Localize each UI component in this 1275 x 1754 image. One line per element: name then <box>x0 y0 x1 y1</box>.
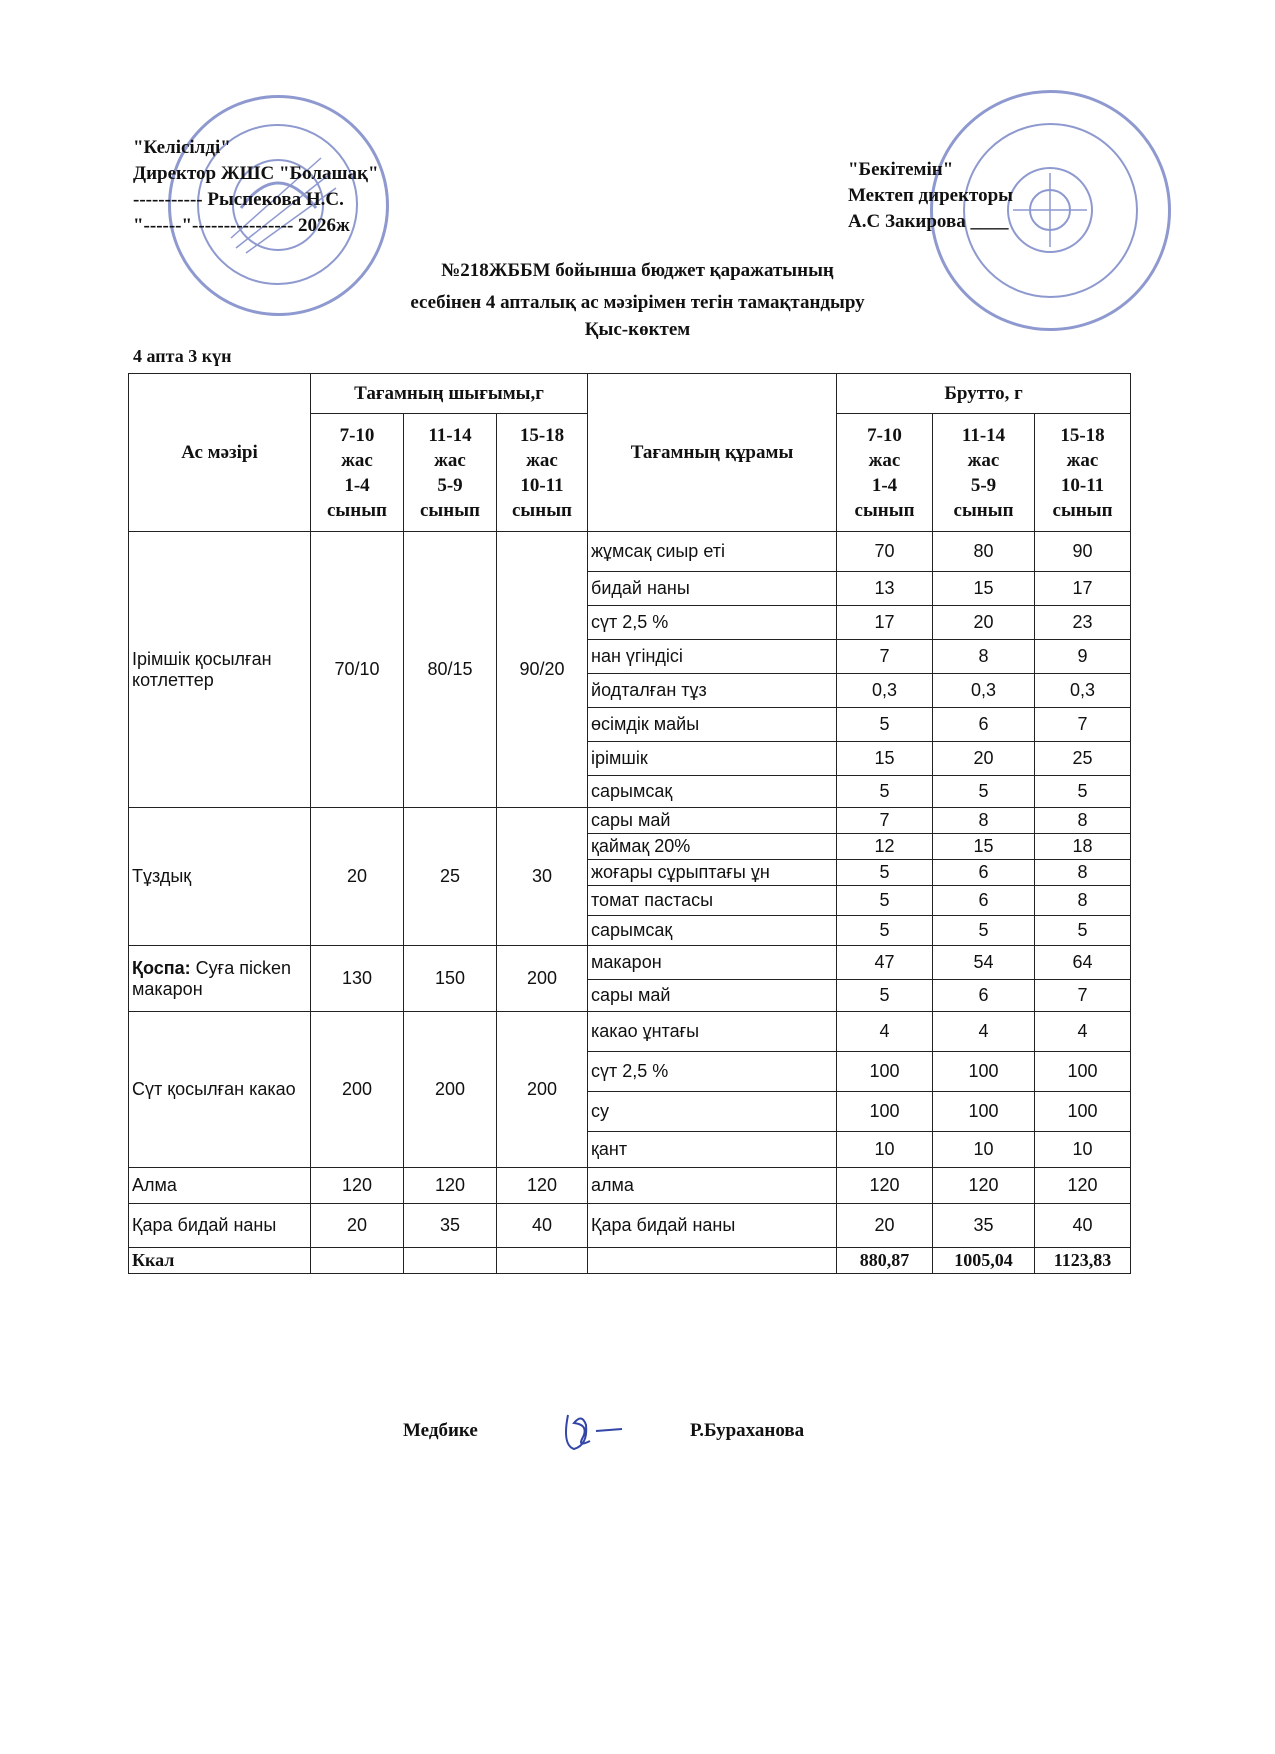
footer-role: Медбике <box>403 1420 478 1441</box>
ingredient-name: қант <box>588 1132 837 1168</box>
age-unit: жас <box>967 449 1000 471</box>
dish-output: 200 <box>497 1012 588 1168</box>
ingredient-name: йодталған тұз <box>588 674 837 708</box>
document-title-line3: Қыс-көктем <box>584 319 691 340</box>
ingredient-brutto: 0,3 <box>1035 674 1131 708</box>
ingredient-brutto: 64 <box>1035 946 1131 980</box>
ingredient-brutto: 8 <box>933 640 1035 674</box>
kcal-empty-cell <box>588 1248 837 1274</box>
ingredient-name: өсімдік майы <box>588 708 837 742</box>
ingredient-brutto: 15 <box>837 742 933 776</box>
menu-table <box>128 373 1131 1274</box>
dish-output: 200 <box>497 946 588 1012</box>
ingredient-brutto: 20 <box>933 742 1035 776</box>
header-menu: Ас мәзірі <box>129 374 311 532</box>
table-row <box>129 946 1131 980</box>
ingredient-name: сарымсақ <box>588 916 837 946</box>
ingredient-name: какао ұнтағы <box>588 1012 837 1052</box>
dish-output: 35 <box>404 1204 497 1248</box>
ingredient-brutto: 70 <box>837 532 933 572</box>
age-age: 15-18 <box>519 424 565 446</box>
footer-name: Р.Бураханова <box>690 1420 805 1441</box>
ingredient-brutto: 13 <box>837 572 933 606</box>
ingredient-brutto: 15 <box>933 834 1035 860</box>
dish-output: 150 <box>404 946 497 1012</box>
ingredient-brutto: 17 <box>837 606 933 640</box>
approval-block-right <box>848 157 1013 235</box>
header-brutto-age-1 <box>933 414 1035 532</box>
ingredient-name: нан үгіндісі <box>588 640 837 674</box>
ingredient-brutto: 120 <box>933 1168 1035 1204</box>
dish-name <box>129 946 311 1012</box>
table-row <box>129 532 1131 572</box>
header-output-age-0 <box>311 414 404 532</box>
dish-output: 200 <box>404 1012 497 1168</box>
ingredient-brutto: 100 <box>1035 1092 1131 1132</box>
ingredient-name: жоғары сұрыптағы ұн <box>588 860 837 886</box>
ingredient-name: жұмсақ сиыр еті <box>588 532 837 572</box>
age-unit: жас <box>434 449 466 471</box>
ingredient-brutto: 4 <box>933 1012 1035 1052</box>
table-row <box>129 1168 1131 1204</box>
ingredient-brutto: 7 <box>837 808 933 834</box>
dish-output: 25 <box>404 808 497 946</box>
header-output-age-1 <box>404 414 497 532</box>
approval-right-line3: А.С Закирова ____ <box>848 211 1009 232</box>
ingredient-name: сары май <box>588 808 837 834</box>
ingredient-brutto: 5 <box>933 916 1035 946</box>
approval-left-line2: Директор ЖШС "Болашақ" <box>133 163 379 184</box>
ingredient-brutto: 17 <box>1035 572 1131 606</box>
day-label: 4 апта 3 күн <box>133 346 232 366</box>
ingredient-name: сарымсақ <box>588 776 837 808</box>
ingredient-brutto: 100 <box>933 1092 1035 1132</box>
dish-output: 80/15 <box>404 532 497 808</box>
ingredient-brutto: 4 <box>837 1012 933 1052</box>
dish-name-text: Алма <box>132 1175 177 1195</box>
ingredient-brutto: 40 <box>1035 1204 1131 1248</box>
dish-name-text: Ірімшік қосылған котлеттер <box>132 648 272 690</box>
ingredient-name: бидай наны <box>588 572 837 606</box>
ingredient-brutto: 0,3 <box>933 674 1035 708</box>
age-suffix: сынып <box>512 499 572 521</box>
ingredient-brutto: 8 <box>1035 886 1131 916</box>
ingredient-name: макарон <box>588 946 837 980</box>
ingredient-brutto: 8 <box>1035 808 1131 834</box>
kcal-empty-cell <box>497 1248 588 1274</box>
dish-output: 120 <box>497 1168 588 1204</box>
dish-name-prefix: Қоспа: <box>132 957 191 978</box>
age-grade: 5-9 <box>437 474 463 496</box>
approval-block-left <box>133 135 379 239</box>
ingredient-name: сүт 2,5 % <box>588 606 837 640</box>
age-age: 11-14 <box>428 424 472 446</box>
ingredient-brutto: 20 <box>837 1204 933 1248</box>
nurse-signature <box>560 1405 630 1455</box>
age-suffix: сынып <box>327 499 387 521</box>
age-grade: 10-11 <box>520 474 564 496</box>
dish-output: 40 <box>497 1204 588 1248</box>
ingredient-brutto: 100 <box>837 1052 933 1092</box>
ingredient-brutto: 25 <box>1035 742 1131 776</box>
dish-name <box>129 532 311 808</box>
dish-output: 120 <box>404 1168 497 1204</box>
ingredient-brutto: 35 <box>933 1204 1035 1248</box>
header-brutto-age-0 <box>837 414 933 532</box>
ingredient-brutto: 8 <box>1035 860 1131 886</box>
table-row <box>129 1012 1131 1052</box>
dish-name <box>129 808 311 946</box>
ingredient-brutto: 9 <box>1035 640 1131 674</box>
header-output: Тағамның шығымы,г <box>311 374 588 414</box>
age-unit: жас <box>868 449 901 471</box>
dish-output: 200 <box>311 1012 404 1168</box>
age-age: 15-18 <box>1060 424 1105 446</box>
dish-output: 130 <box>311 946 404 1012</box>
age-suffix: сынып <box>953 499 1014 521</box>
ingredient-name: Қара бидай наны <box>588 1204 837 1248</box>
header-composition: Тағамның құрамы <box>588 374 837 532</box>
ingredient-name: су <box>588 1092 837 1132</box>
ingredient-brutto: 4 <box>1035 1012 1131 1052</box>
ingredient-brutto: 5 <box>837 708 933 742</box>
dish-name-text: Тұздық <box>132 866 192 886</box>
ingredient-brutto: 54 <box>933 946 1035 980</box>
header-brutto-age-2 <box>1035 414 1131 532</box>
ingredient-brutto: 5 <box>1035 916 1131 946</box>
dish-output: 90/20 <box>497 532 588 808</box>
ingredient-brutto: 7 <box>1035 708 1131 742</box>
age-suffix: сынып <box>420 499 480 521</box>
ingredient-brutto: 5 <box>837 980 933 1012</box>
dish-output: 70/10 <box>311 532 404 808</box>
ingredient-brutto: 100 <box>837 1092 933 1132</box>
ingredient-name: томат пастасы <box>588 886 837 916</box>
age-unit: жас <box>526 449 558 471</box>
ingredient-brutto: 20 <box>933 606 1035 640</box>
ingredient-brutto: 6 <box>933 860 1035 886</box>
ingredient-name: ірімшік <box>588 742 837 776</box>
approval-right-line1: "Бекітемін" <box>848 159 954 180</box>
ingredient-brutto: 10 <box>837 1132 933 1168</box>
kcal-empty-cell <box>404 1248 497 1274</box>
ingredient-brutto: 7 <box>1035 980 1131 1012</box>
dish-output: 20 <box>311 808 404 946</box>
dish-output: 120 <box>311 1168 404 1204</box>
age-unit: жас <box>341 449 373 471</box>
ingredient-brutto: 18 <box>1035 834 1131 860</box>
dish-name-text: Суға пісken макарон <box>132 957 291 999</box>
approval-left-line4: "------"---------------- 2026ж <box>133 215 350 236</box>
ingredient-brutto: 6 <box>933 886 1035 916</box>
ingredient-name: сары май <box>588 980 837 1012</box>
ingredient-brutto: 120 <box>1035 1168 1131 1204</box>
ingredient-brutto: 90 <box>1035 532 1131 572</box>
ingredient-brutto: 6 <box>933 708 1035 742</box>
ingredient-brutto: 120 <box>837 1168 933 1204</box>
ingredient-brutto: 15 <box>933 572 1035 606</box>
document-title-line2: есебінен 4 апталық ас мәзірімен тегін тамақтандыру <box>410 292 865 313</box>
dish-name <box>129 1012 311 1168</box>
ingredient-brutto: 100 <box>1035 1052 1131 1092</box>
kcal-value: 1123,83 <box>1035 1248 1131 1274</box>
ingredient-brutto: 5 <box>837 776 933 808</box>
dish-name-text: Қара бидай наны <box>132 1215 277 1235</box>
dish-output: 30 <box>497 808 588 946</box>
ingredient-brutto: 0,3 <box>837 674 933 708</box>
ingredient-brutto: 5 <box>837 886 933 916</box>
age-grade: 1-4 <box>344 474 370 496</box>
ingredient-brutto: 5 <box>837 916 933 946</box>
table-row <box>129 1204 1131 1248</box>
table-row <box>129 808 1131 834</box>
age-grade: 1-4 <box>871 474 898 496</box>
ingredient-brutto: 23 <box>1035 606 1131 640</box>
kcal-value: 880,87 <box>837 1248 933 1274</box>
ingredient-brutto: 100 <box>933 1052 1035 1092</box>
ingredient-brutto: 5 <box>837 860 933 886</box>
kcal-row <box>129 1248 1131 1274</box>
ingredient-brutto: 80 <box>933 532 1035 572</box>
kcal-empty-cell <box>311 1248 404 1274</box>
header-brutto: Брутто, г <box>837 374 1131 414</box>
ingredient-brutto: 7 <box>837 640 933 674</box>
ingredient-brutto: 12 <box>837 834 933 860</box>
ingredient-brutto: 10 <box>933 1132 1035 1168</box>
age-age: 7-10 <box>867 424 902 446</box>
ingredient-name: сүт 2,5 % <box>588 1052 837 1092</box>
ingredient-brutto: 10 <box>1035 1132 1131 1168</box>
ingredient-brutto: 47 <box>837 946 933 980</box>
age-grade: 5-9 <box>970 474 997 496</box>
ingredient-brutto: 5 <box>933 776 1035 808</box>
dish-name-text: Сүт қосылған какао <box>132 1079 296 1099</box>
header-output-age-2 <box>497 414 588 532</box>
dish-name <box>129 1168 311 1204</box>
approval-right-line2: Мектеп директоры <box>848 185 1014 206</box>
dish-name <box>129 1204 311 1248</box>
age-suffix: сынып <box>854 499 915 521</box>
age-grade: 10-11 <box>1060 474 1105 496</box>
ingredient-brutto: 8 <box>933 808 1035 834</box>
dish-output: 20 <box>311 1204 404 1248</box>
ingredient-name: алма <box>588 1168 837 1204</box>
age-age: 11-14 <box>961 424 1006 446</box>
ingredient-brutto: 6 <box>933 980 1035 1012</box>
age-suffix: сынып <box>1052 499 1113 521</box>
ingredient-name: қаймақ 20% <box>588 834 837 860</box>
approval-left-line3: ----------- Рыспекова Н.С. <box>133 189 344 210</box>
age-unit: жас <box>1066 449 1099 471</box>
document-title-line1: №218ЖББМ бойынша бюджет қаражатының <box>441 260 834 281</box>
kcal-value: 1005,04 <box>933 1248 1035 1274</box>
kcal-label: Ккал <box>129 1248 311 1274</box>
ingredient-brutto: 5 <box>1035 776 1131 808</box>
age-age: 7-10 <box>339 424 375 446</box>
approval-left-line1: "Келісілді" <box>133 137 231 158</box>
